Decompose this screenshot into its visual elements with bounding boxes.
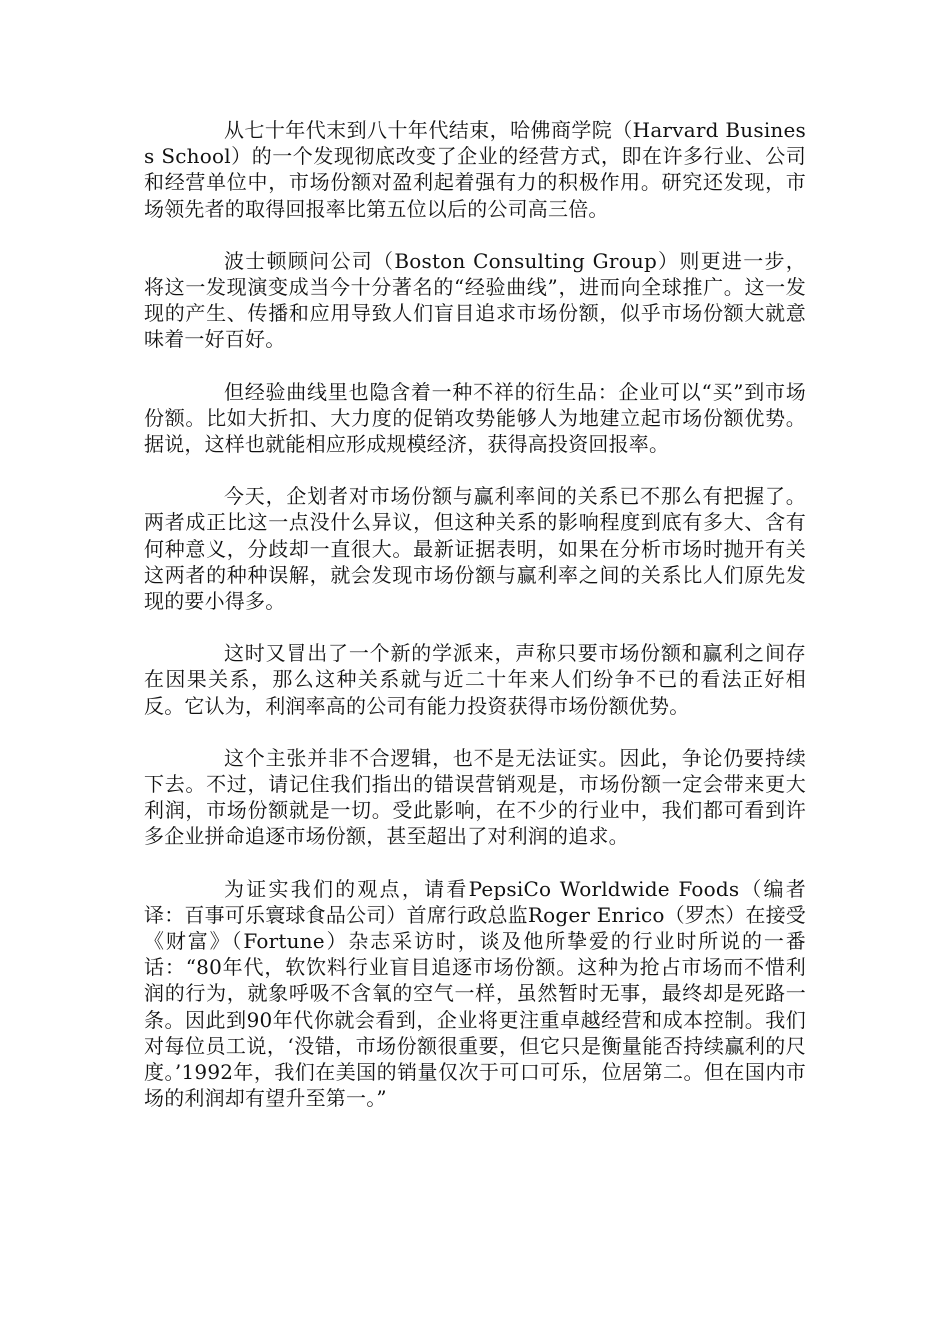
paragraph-3: 但经验曲线里也隐含着一种不祥的衍生品：企业可以“买”到市场份额。比如大折扣、大力度的促销攻势能够人为地建立起市场份额优势。据说，这样也就能相应形成规模经济，获得高投资回报率。: [144, 379, 806, 457]
paragraph-5: 这时又冒出了一个新的学派来，声称只要市场份额和赢利之间存在因果关系，那么这种关系就与近二十年来人们纷争不已的看法正好相反。它认为，利润率高的公司有能力投资获得市场份额优势。: [144, 641, 806, 718]
paragraph-1: 从七十年代末到八十年代结束，哈佛商学院（Harvard Business School）的一个发现彻底改变了企业的经营方式，即在许多行业、公司和经营单位中，市场份额对盈利起着强有力的积极作用。研究还发现，市场领先者的取得回报率比第五位以后的公司高三倍。: [144, 118, 806, 221]
document-body: [144, 117, 806, 1138]
paragraph-7: 为证实我们的观点，请看PepsiCo Worldwide Foods（编者译：百事可乐寰球食品公司）首席行政总监Roger Enrico（罗杰）在接受《财富》（Fortune）杂志采访时，谈及他所挚爱的行业时所说的一番话：“80年代，软饮料行业盲目追逐市场份额。这种为抢占市场而不惜利润的行为，就象呼吸不含氧的空气一样，虽然暂时无事，最终却是死路一条。因此到90年代你就会看到，企业将更注重卓越经营和成本控制。我们对每位员工说，‘没错，市场份额很重要，但它只是衡量能否持续赢利的尺度。’1992年，我们在美国的销量仅次于可口可乐，位居第二。但在国内市场的利润却有望升至第一。”: [144, 876, 806, 1111]
paragraph-6: 这个主张并非不合逻辑，也不是无法证实。因此，争论仍要持续下去。不过，请记住我们指出的错误营销观是，市场份额一定会带来更大利润，市场份额就是一切。受此影响，在不少的行业中，我们都可看到许多企业拼命追逐市场份额，甚至超出了对利润的追求。: [144, 745, 806, 849]
paragraph-2: 波士顿顾问公司（Boston Consulting Group）则更进一步，将这一发现演变成当今十分著名的“经验曲线”，进而向全球推广。这一发现的产生、传播和应用导致人们盲目追求市场份额，似乎市场份额大就意味着一好百好。: [144, 248, 806, 352]
paragraph-4: 今天，企划者对市场份额与赢利率间的关系已不那么有把握了。两者成正比这一点没什么异议，但这种关系的影响程度到底有多大、含有何种意义，分歧却一直很大。最新证据表明，如果在分析市场时抛开有关这两者的种种误解，就会发现市场份额与赢利率之间的关系比人们原先发现的要小得多。: [144, 484, 806, 614]
